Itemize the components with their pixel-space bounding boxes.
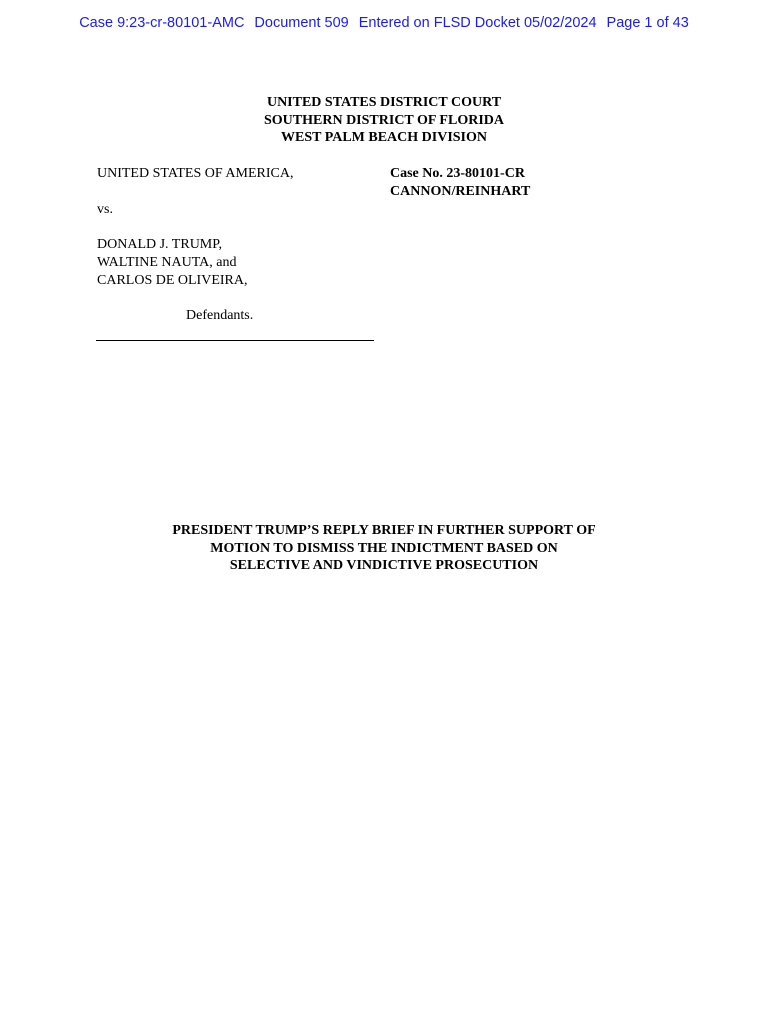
case-caption-parties — [97, 165, 293, 325]
court-name: UNITED STATES DISTRICT COURT — [266, 95, 502, 110]
court-division: WEST PALM BEACH DIVISION — [280, 130, 488, 146]
defendant-name: DONALD J. TRUMP, — [97, 237, 222, 253]
stamp-case-number: Case 9:23-cr-80101-AMC — [79, 15, 245, 31]
defendant-name: WALTINE NAUTA, and — [97, 254, 237, 270]
document-title-line: SELECTIVE AND VINDICTIVE PROSECUTION — [229, 558, 539, 574]
defendant-name: CARLOS DE OLIVEIRA, — [97, 272, 248, 288]
court-heading — [0, 94, 768, 147]
docket-header-stamp — [0, 15, 768, 31]
court-district: SOUTHERN DISTRICT OF FLORIDA — [264, 112, 504, 128]
assigned-judges: CANNON/REINHART — [390, 183, 531, 199]
caption-divider — [96, 340, 374, 341]
versus-label: vs. — [97, 201, 113, 217]
case-number: Case No. 23-80101-CR — [390, 166, 525, 181]
document-title — [0, 522, 768, 575]
stamp-document-number: Document 509 — [254, 15, 349, 31]
defendants-label: Defendants. — [186, 308, 254, 324]
stamp-page-number: Page 1 of 43 — [606, 15, 689, 31]
case-caption-number — [390, 165, 530, 201]
plaintiff-name: UNITED STATES OF AMERICA, — [97, 166, 294, 181]
document-title-line: MOTION TO DISMISS THE INDICTMENT BASED ON — [210, 540, 558, 556]
stamp-entered-date: Entered on FLSD Docket 05/02/2024 — [358, 15, 597, 31]
document-title-line: PRESIDENT TRUMP’S REPLY BRIEF IN FURTHER SUPPORT OF — [172, 523, 596, 538]
